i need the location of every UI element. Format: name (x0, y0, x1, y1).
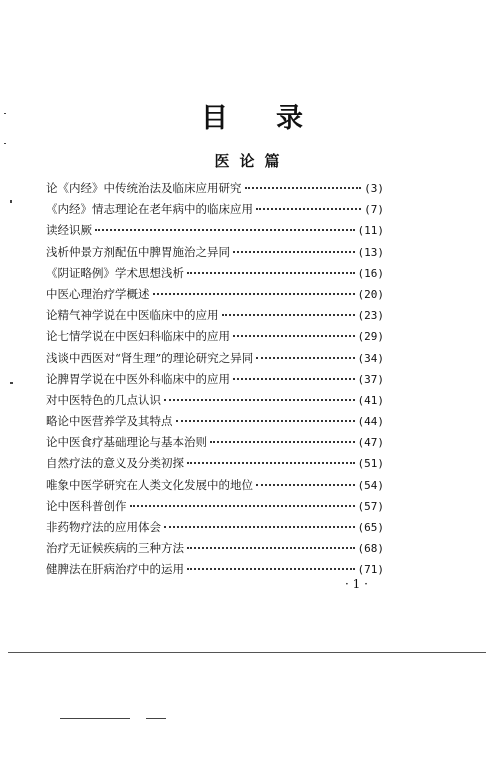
toc-entry-title: 《内经》情志理论在老年病中的临床应用 (46, 202, 253, 217)
dot-leader (256, 208, 361, 210)
dot-leader (245, 187, 362, 189)
dot-leader (187, 462, 355, 464)
scan-speck (10, 382, 13, 384)
scan-speck (146, 718, 166, 719)
toc-entry-page: (65) (357, 521, 384, 534)
dot-leader (187, 272, 355, 274)
toc-entry-page: (71) (357, 563, 384, 577)
bottom-rule (8, 652, 486, 653)
page-title-char-2: 录 (276, 103, 303, 134)
toc-entry-title: 自然疗法的意义及分类初探 (46, 456, 184, 471)
toc-entry-title: 论中医食疗基础理论与基本治则 (46, 435, 207, 450)
toc-entry[interactable] (46, 350, 384, 371)
toc-entry-page: (41) (357, 393, 384, 407)
toc-entry-title: 略论中医营养学及其特点 (46, 414, 173, 429)
toc-entry[interactable] (46, 265, 384, 286)
section-title: 医论篇 (214, 152, 290, 170)
toc-entry-page: (11) (357, 224, 384, 238)
toc-entry-page: (13) (357, 245, 384, 259)
toc-entry-title: 论中医科普创作 (46, 498, 127, 513)
dot-leader (153, 293, 355, 295)
toc-entry-page: (37) (357, 372, 384, 386)
toc-entry[interactable] (46, 519, 384, 540)
scan-speck (4, 113, 6, 114)
toc-entry[interactable] (46, 498, 384, 519)
dot-leader (256, 357, 354, 359)
dot-leader (187, 547, 355, 549)
dot-leader (95, 229, 355, 231)
dot-leader (233, 251, 355, 253)
dot-leader (222, 314, 355, 316)
toc-entry-page: (3) (364, 182, 384, 195)
toc-entry-title: 浅谈中西医对“肾生理”的理论研究之异同 (46, 350, 254, 365)
toc-entry-page: (57) (357, 499, 384, 513)
page-title (0, 96, 504, 135)
toc-entry[interactable] (46, 561, 384, 582)
dot-leader (164, 526, 355, 528)
toc-entry[interactable] (46, 180, 384, 201)
dot-leader (187, 568, 355, 570)
dot-leader (130, 505, 355, 507)
dot-leader (233, 335, 355, 337)
toc-entry[interactable] (46, 244, 384, 265)
toc-entry[interactable] (46, 222, 384, 243)
page-title-char-1: 目 (201, 103, 228, 134)
scan-speck (10, 200, 12, 203)
toc-entry-title: 非药物疗法的应用体会 (46, 520, 161, 534)
toc-entry-title: 对中医特色的几点认识 (46, 392, 161, 407)
toc-entry[interactable] (46, 307, 384, 328)
toc-entry-title: 健脾法在肝病治疗中的运用 (46, 562, 184, 577)
toc-entry-page: (20) (357, 287, 384, 301)
toc-entry-title: 《阴证略例》学术思想浅析 (46, 265, 184, 280)
toc-entry[interactable] (46, 371, 384, 392)
toc-entry[interactable] (46, 413, 384, 434)
dot-leader (233, 378, 355, 380)
toc-entry-page: (54) (357, 478, 384, 492)
toc-entry-page: (44) (357, 415, 384, 429)
toc-entry[interactable] (46, 540, 384, 561)
toc-entry[interactable] (46, 286, 384, 307)
toc-entry-title: 论《内经》中传统治法及临床应用研究 (46, 181, 242, 195)
toc-entry-page: (29) (357, 330, 384, 344)
toc-entry-title: 治疗无证候疾病的三种方法 (46, 541, 184, 556)
toc-entry-title: 中医心理治疗学概述 (46, 286, 150, 301)
toc-entry-title: 论脾胃学说在中医外科临床中的应用 (46, 371, 230, 386)
dot-leader (176, 420, 355, 422)
toc-entry-page: (34) (357, 351, 384, 365)
toc-entry-page: (47) (357, 436, 384, 450)
toc-entry-title: 唯象中医学研究在人类文化发展中的地位 (46, 477, 253, 492)
dot-leader (256, 484, 355, 486)
toc-entry[interactable] (46, 392, 384, 413)
toc-entry-title: 读经识厥 (46, 223, 92, 238)
toc-entry-page: (68) (357, 542, 384, 556)
page-number: · 1 · (345, 577, 368, 591)
table-of-contents (46, 180, 384, 583)
toc-entry-page: (23) (357, 309, 384, 323)
toc-entry[interactable] (46, 434, 384, 455)
dot-leader (164, 399, 355, 401)
toc-entry[interactable] (46, 455, 384, 476)
toc-entry[interactable] (46, 477, 384, 498)
toc-entry[interactable] (46, 328, 384, 349)
toc-entry-page: (7) (364, 203, 384, 217)
toc-entry-title: 论七情学说在中医妇科临床中的应用 (46, 329, 230, 344)
toc-entry-page: (16) (357, 266, 384, 280)
toc-entry-title: 论精气神学说在中医临床中的应用 (46, 308, 219, 323)
scan-speck (4, 143, 6, 144)
dot-leader (210, 441, 355, 443)
scan-speck (60, 718, 130, 719)
toc-entry[interactable] (46, 201, 384, 222)
toc-entry-page: (51) (357, 457, 384, 471)
toc-entry-title: 浅析仲景方剂配伍中脾胃施治之异同 (46, 244, 230, 259)
